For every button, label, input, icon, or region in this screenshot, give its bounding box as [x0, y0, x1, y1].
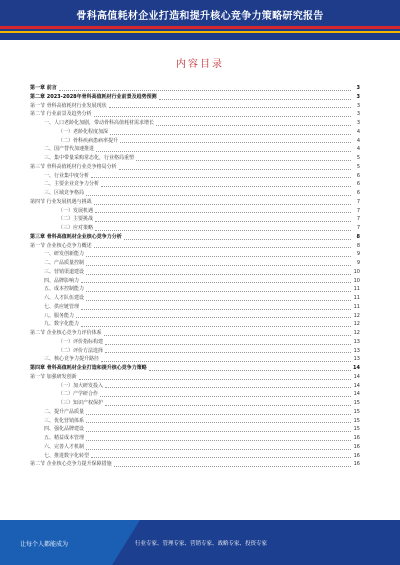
toc-leader-dots: [86, 300, 351, 301]
toc-entry[interactable]: [30, 399, 360, 408]
toc-leader-dots: [86, 440, 351, 441]
toc-leader-dots: [91, 177, 351, 178]
toc-page-number: 6: [356, 181, 360, 188]
toc-entry-label: 第二章 2023-2028年骨科高值耗材行业前景及趋势预测: [30, 93, 157, 100]
toc-leader-dots: [110, 134, 351, 135]
toc-page-number: 3: [356, 120, 360, 126]
toc-leader-dots: [105, 405, 351, 406]
toc-page-number: 8: [356, 242, 360, 249]
toc-entry[interactable]: [30, 172, 360, 181]
toc-leader-dots: [94, 247, 351, 248]
toc-entry-label: 七、推进数字化转型: [44, 452, 90, 459]
toc-entry-label: （二）骨科疾病患病率提升: [58, 137, 119, 144]
toc-entry[interactable]: [30, 373, 360, 382]
toc-page-number: 15: [353, 400, 360, 406]
toc-leader-dots: [105, 344, 351, 345]
toc-entry[interactable]: [30, 242, 360, 251]
toc-entry-label: （三）知识产权保护: [58, 400, 104, 406]
toc-page-number: 11: [353, 303, 360, 310]
toc-leader-dots: [136, 160, 351, 161]
toc-entry-label: 七、供应链管理: [44, 303, 80, 310]
toc-leader-dots: [119, 169, 351, 170]
toc-page-number: 16: [353, 443, 360, 450]
toc-entry-label: 五、精益成本管理: [44, 435, 85, 441]
toc-entry-label: 三、优化营销体系: [44, 417, 85, 424]
footer-tags: 行业专家、管理专家、营销专家、战略专家、投资专家: [135, 541, 268, 547]
toc-entry-label: 第一节 企业核心竞争力概述: [30, 242, 92, 249]
toc-page-number: 7: [356, 198, 360, 205]
toc-entry[interactable]: [30, 443, 360, 452]
toc-page-number: 14: [353, 382, 360, 389]
toc-page-number: 10: [353, 268, 360, 275]
toc-entry-label: 三、营销渠道建设: [44, 268, 85, 275]
toc-leader-dots: [120, 142, 351, 143]
toc-entry-label: 四、强化品牌建设: [44, 426, 85, 433]
toc-entry-label: 六、人才队伍建设: [44, 295, 85, 301]
toc-entry-label: （一）发展机遇: [58, 207, 94, 214]
toc-entry-label: （一）评价指标构建: [58, 338, 104, 345]
toc-entry-label: 第四章 骨科高值耗材企业打造和提升核心竞争力策略: [30, 365, 147, 371]
toc-entry-label: 一、研发创新能力: [44, 251, 85, 258]
toc-entry-label: （二）评价方法选择: [58, 347, 104, 354]
toc-entry[interactable]: [30, 137, 360, 146]
toc-page-number: 3: [356, 85, 360, 91]
report-title: 骨科高值耗材企业打造和提升核心竞争力策略研究报告: [76, 11, 324, 22]
toc-entry[interactable]: [30, 215, 360, 224]
toc-leader-dots: [86, 449, 351, 450]
toc-page-number: 16: [353, 461, 360, 468]
toc-entry-label: （一）加大研发投入: [58, 382, 104, 389]
toc-entry[interactable]: [30, 294, 360, 303]
toc-page-number: 4: [356, 146, 360, 153]
toc-entry[interactable]: [30, 189, 360, 198]
toc-entry[interactable]: [30, 128, 360, 137]
toc-entry-label: 二、产品质量控制: [44, 260, 85, 266]
toc-entry-label: 第二节 企业核心竞争力提升保障措施: [30, 461, 112, 468]
toc-entry[interactable]: [30, 312, 360, 321]
toc-page-number: 7: [356, 207, 360, 214]
toc-page-number: 9: [356, 251, 360, 258]
toc-leader-dots: [96, 151, 351, 152]
toc-page-number: 12: [353, 321, 360, 328]
toc-page-number: 14: [353, 391, 360, 398]
toc-entry-label: 二、主要企业竞争力分析: [44, 181, 100, 188]
toc-entry[interactable]: [30, 102, 360, 111]
toc-page-number: 3: [356, 111, 360, 118]
toc-page-number: 3: [356, 93, 360, 100]
toc-entry[interactable]: [30, 250, 360, 259]
toc-page-number: 10: [353, 277, 360, 284]
toc-leader-dots: [86, 195, 351, 196]
toc-leader-dots: [59, 90, 351, 91]
toc-entry[interactable]: [30, 417, 360, 426]
toc-entry-label: （三）应对策略: [58, 225, 94, 231]
toc-page-number: 15: [353, 417, 360, 424]
toc-entry-label: 三、集中带量采购常态化，行业格局重塑: [44, 155, 135, 161]
toc-entry-label: 第二节 企业核心竞争力评价体系: [30, 330, 102, 336]
toc-leader-dots: [105, 387, 351, 388]
toc-leader-dots: [104, 335, 351, 336]
toc-page-number: 11: [353, 295, 360, 301]
toc-entry-label: 二、国产替代加速推进: [44, 146, 95, 153]
toc-leader-dots: [159, 99, 351, 100]
toc-page-number: 7: [356, 216, 360, 223]
toc-chapter-entry[interactable]: [30, 84, 360, 93]
toc-entry[interactable]: [30, 425, 360, 434]
toc-entry-label: 第三节 骨科高值耗材行业竞争格局分析: [30, 163, 117, 170]
toc-entry[interactable]: [30, 154, 360, 163]
toc-leader-dots: [94, 116, 351, 117]
toc-leader-dots: [156, 125, 351, 126]
toc-entry[interactable]: [30, 303, 360, 312]
toc-page-number: 15: [353, 408, 360, 415]
toc-leader-dots: [105, 352, 351, 353]
toc-entry[interactable]: [30, 408, 360, 417]
header-gold-line: [0, 31, 400, 33]
toc-page-number: 12: [353, 330, 360, 336]
toc-entry-label: 六、完善人才机制: [44, 443, 85, 450]
toc-entry-label: 四、品牌影响力: [44, 277, 80, 284]
toc-entry-label: 二、提升产品质量: [44, 408, 85, 415]
toc-entry[interactable]: [30, 338, 360, 347]
toc-leader-dots: [95, 221, 351, 222]
toc-leader-dots: [86, 414, 351, 415]
toc-entry[interactable]: [30, 329, 360, 338]
toc-entry-label: 第三章 骨科高值耗材企业核心竞争力分析: [30, 233, 122, 240]
toc-entry-label: 第一节 加强研发创新: [30, 373, 77, 380]
toc-leader-dots: [86, 265, 351, 266]
toc-page-number: 14: [353, 365, 360, 371]
toc-entry[interactable]: [30, 434, 360, 443]
toc-leader-dots: [101, 186, 351, 187]
toc-page-number: 7: [356, 225, 360, 231]
toc-page-number: 5: [356, 163, 360, 170]
toc-page-number: 11: [353, 286, 360, 293]
toc-page-number: 13: [353, 347, 360, 354]
toc-entry[interactable]: [30, 277, 360, 286]
toc-entry-label: 一、行业集中度分析: [44, 172, 90, 179]
toc-entry-label: 第四节 行业发展机遇与挑战: [30, 198, 92, 205]
toc-entry[interactable]: [30, 145, 360, 154]
toc-leader-dots: [81, 282, 351, 283]
toc-entry-label: （一）老龄化程度加深: [58, 128, 109, 135]
toc-leader-dots: [94, 204, 351, 205]
toc-page-number: 6: [356, 172, 360, 179]
toc-chapter-entry[interactable]: [30, 93, 360, 102]
toc-page-number: 8: [356, 233, 360, 240]
toc-entry[interactable]: [30, 285, 360, 294]
header-red-band: [0, 26, 400, 29]
toc-leader-dots: [100, 396, 351, 397]
toc-page-number: 4: [356, 128, 360, 135]
toc-leader-dots: [79, 379, 351, 380]
toc-entry[interactable]: [30, 268, 360, 277]
toc-page-number: 9: [356, 260, 360, 266]
toc-leader-dots: [109, 107, 351, 108]
toc-page-number: 6: [356, 190, 360, 196]
toc-leader-dots: [81, 326, 351, 327]
toc-entry[interactable]: [30, 119, 360, 128]
toc-leader-dots: [91, 457, 351, 458]
toc-leader-dots: [124, 239, 351, 240]
toc-leader-dots: [76, 317, 351, 318]
toc-entry-label: 第一节 骨科高值耗材行业发展现状: [30, 102, 107, 109]
toc-entry-label: 三、区域竞争格局: [44, 190, 85, 196]
toc-entry[interactable]: [30, 355, 360, 364]
toc-entry-label: 第一章 前言: [30, 85, 57, 91]
toc-leader-dots: [86, 291, 351, 292]
toc-page-number: 13: [353, 338, 360, 345]
toc-entry-label: 五、成本控制能力: [44, 286, 85, 293]
table-of-contents: [30, 84, 360, 469]
toc-leader-dots: [86, 274, 351, 275]
toc-entry[interactable]: [30, 198, 360, 207]
toc-entry-label: 九、数字化能力: [44, 321, 80, 328]
toc-entry[interactable]: [30, 224, 360, 233]
toc-leader-dots: [95, 212, 351, 213]
toc-entry[interactable]: [30, 347, 360, 356]
toc-entry[interactable]: [30, 390, 360, 399]
toc-entry-label: 八、服务能力: [44, 312, 75, 319]
toc-page-number: 13: [353, 356, 360, 363]
toc-leader-dots: [86, 422, 351, 423]
toc-entry[interactable]: [30, 320, 360, 329]
toc-page-number: 16: [353, 452, 360, 459]
toc-entry-label: 第二节 行业前景及趋势分析: [30, 111, 92, 118]
toc-leader-dots: [101, 361, 351, 362]
toc-page-number: 12: [353, 312, 360, 319]
toc-leader-dots: [114, 466, 351, 467]
toc-entry[interactable]: [30, 207, 360, 216]
toc-entry-label: 三、核心竞争力提升路径: [44, 356, 100, 363]
toc-entry-label: （二）主要挑战: [58, 216, 94, 223]
toc-page-number: 16: [353, 435, 360, 441]
toc-leader-dots: [81, 309, 351, 310]
toc-entry[interactable]: [30, 460, 360, 469]
toc-page-number: 5: [356, 155, 360, 161]
toc-page-number: 15: [353, 426, 360, 433]
toc-leader-dots: [95, 230, 351, 231]
toc-entry[interactable]: [30, 110, 360, 119]
footer-slogan: 让每个人都能成为: [20, 541, 69, 548]
toc-entry-label: 一、人口老龄化加剧，带动骨科高值耗材需求增长: [44, 120, 155, 126]
toc-entry[interactable]: [30, 163, 360, 172]
toc-leader-dots: [149, 370, 351, 371]
toc-page-number: 14: [353, 373, 360, 380]
toc-entry[interactable]: [30, 452, 360, 461]
toc-leader-dots: [86, 256, 351, 257]
toc-page-number: 3: [356, 102, 360, 109]
toc-entry[interactable]: [30, 259, 360, 268]
toc-chapter-entry[interactable]: [30, 233, 360, 242]
toc-page-number: 4: [356, 137, 360, 144]
toc-entry[interactable]: [30, 382, 360, 391]
toc-chapter-entry[interactable]: [30, 364, 360, 373]
toc-entry[interactable]: [30, 180, 360, 189]
toc-title: 内容目录: [176, 59, 224, 70]
toc-leader-dots: [86, 431, 351, 432]
toc-entry-label: （二）产学研合作: [58, 391, 99, 398]
